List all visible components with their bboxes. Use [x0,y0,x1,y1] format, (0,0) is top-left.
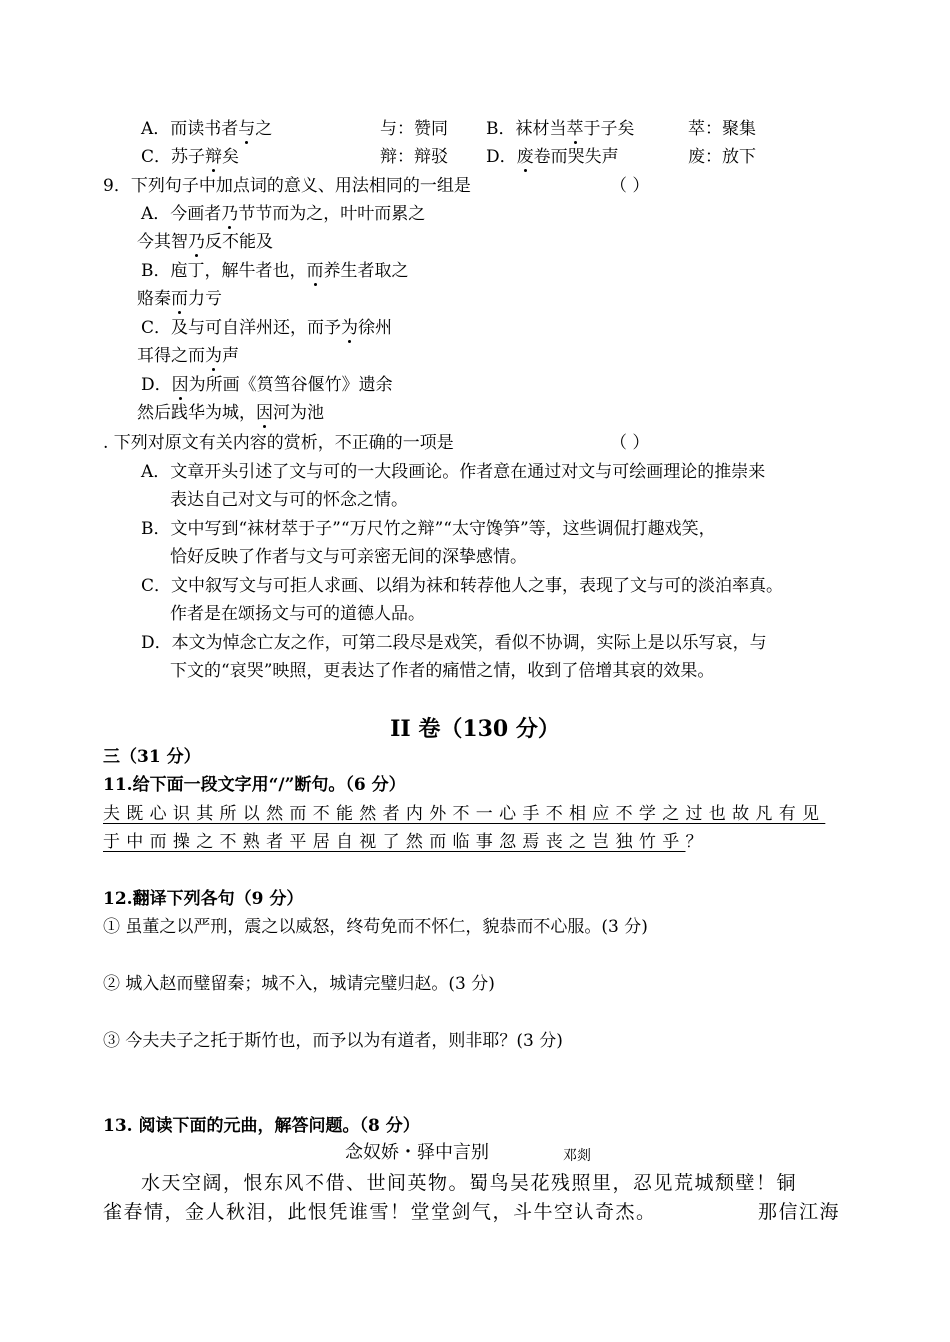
poem-line-2b: 那信江海 [758,1201,841,1223]
section-title: II 卷（130 分） [390,716,560,742]
q12-stem: 12.翻译下列各句（9 分） [103,889,304,909]
q10-option-c-1: C．文中叙写文与可拒人求画、以绢为袜和转荐他人之事，表现了文与可的淡泊率真。 [141,576,784,596]
q9-option-b-2: 赂秦而力亏 [137,289,222,309]
q12-sentence-2: ② 城入赵而璧留秦；城不入，城请完璧归赵。(3 分) [103,974,495,994]
q13-stem: 13. 阅读下面的元曲，解答问题。（8 分） [103,1116,420,1136]
q10-option-d-2: 下文的“哀哭”映照，更表达了作者的痛惜之情，收到了倍增其哀的效果。 [170,661,715,681]
q10-option-c-2: 作者是在颂扬文与可的道德人品。 [170,604,425,624]
q11-stem: 11.给下面一段文字用“/”断句。（6 分） [103,775,406,795]
poem-title: 念奴娇・驿中言别 [345,1142,489,1163]
poem-author: 邓剡 [563,1148,591,1164]
q8-option-c: C．苏子辩矣 [141,147,240,167]
q9-answer-paren: （ ） [610,176,650,196]
poem-line-2a: 雀春情，金人秋泪，此恨凭谁雪！堂堂剑气，斗牛空认奇杰。 [103,1201,657,1223]
q10-option-a-1: A．文章开头引述了文与可的一大段画论。作者意在通过对文与可绘画理论的推崇来 [141,462,766,482]
q10-option-d-1: D．本文为悼念亡友之作，可第二段尽是戏笑，看似不协调，实际上是以乐写哀，与 [141,633,767,653]
q8-option-b: B．袜材当萃于子矣 [486,119,635,139]
q8-option-c-gloss: 辩：辩驳 [380,147,448,167]
q11-passage-line-2: 于中而操之不熟者平居自视了然而临事忽焉丧之岂独竹乎？ [103,832,703,852]
q11-passage-line-1: 夫既心识其所以然而不能然者内外不一心手不相应不学之过也故凡有见 [103,804,826,824]
q10-option-b-1: B．文中写到“袜材萃于子”“万尺竹之辩”“太守馋笋”等，这些调侃打趣戏笑， [141,519,716,539]
q8-option-a-gloss: 与：赞同 [380,119,448,139]
q8-option-d-gloss: 废：放下 [688,147,756,167]
q10-option-b-2: 恰好反映了作者与文与可亲密无间的深挚感情。 [170,547,527,567]
q9-option-b-1: B．庖丁，解牛者也，而养生者取之 [141,261,409,281]
part-three-heading: 三（31 分） [103,747,201,767]
q9-option-c-1: C．及与可自洋州还，而予为徐州 [141,318,393,338]
q9-option-d-1: D．因为所画《筼筜谷偃竹》遗余 [141,375,393,395]
q9-option-c-2: 耳得之而为声 [137,346,239,366]
poem-line-1: 水天空阔，恨东风不借、世间英物。蜀鸟吴花残照里，忍见荒城颓壁！铜 [141,1172,798,1194]
q8-option-a: A．而读书者与之 [141,119,273,139]
q8-option-b-gloss: 萃：聚集 [688,119,756,139]
q10-stem: . 下列对原文有关内容的赏析，不正确的一项是 [103,433,454,453]
q10-answer-paren: （ ） [610,433,650,453]
q10-option-a-2: 表达自己对文与可的怀念之情。 [170,490,408,510]
q9-stem: 9．下列句子中加点词的意义、用法相同的一组是 [103,176,471,196]
q8-option-d: D．废卷而哭失声 [486,147,619,167]
q9-option-a-2: 今其智乃反不能及 [137,232,273,252]
q9-option-a-1: A．今画者乃节节而为之，叶叶而累之 [141,204,426,224]
q9-option-d-2: 然后践华为城，因河为池 [137,403,324,423]
q12-sentence-1: ① 虽董之以严刑，震之以威怒，终苟免而不怀仁，貌恭而不心服。(3 分) [103,917,648,937]
q12-sentence-3: ③ 今夫夫子之托于斯竹也，而予以为有道者，则非耶？(3 分) [103,1031,563,1051]
